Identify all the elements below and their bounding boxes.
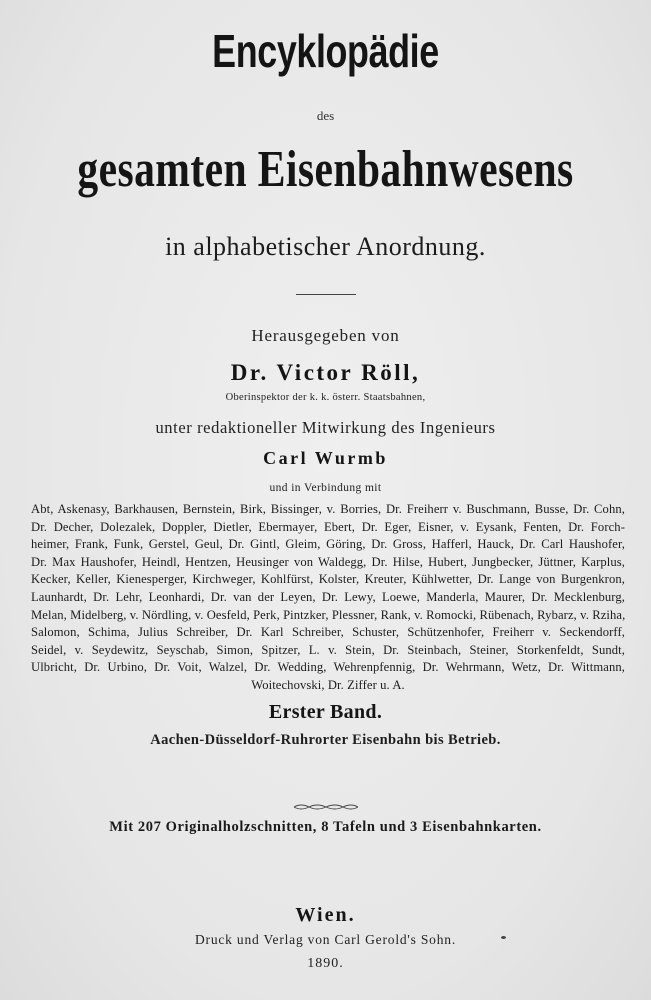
title-continuation: gesamten Eisenbahnwesens: [77, 141, 574, 198]
illustrations-note: Mit 207 Originalholzschnitten, 8 Tafeln und 3 Eisenbahnkarten.: [109, 819, 542, 835]
ink-speck: [501, 936, 506, 939]
contributors-line: heimer, Frank, Funk, Gerstel, Geul, Dr. Gintl, Gleim, Göring, Dr. Gross, Hafferl, Hauck, Dr. Carl Haushofer,: [31, 537, 625, 552]
association-label: und in Verbindung mit: [269, 482, 382, 494]
contributors-line: Launhardt, Dr. Lehr, Leonhardi, Dr. van der Leyen, Dr. Lewy, Loewe, Manderla, Maurer, Dr. Mecklenburg,: [31, 589, 625, 604]
contributors-line: Abt, Askenasy, Barkhausen, Bernstein, Birk, Bissinger, v. Borries, Dr. Freiherr v. Buschmann, Busse, Dr. Cohn,: [31, 502, 625, 516]
editor-name: Dr. Victor Röll,: [230, 360, 421, 385]
main-title: Encyklopädie: [212, 25, 439, 77]
collaborator-name: Carl Wurmb: [263, 448, 388, 468]
ornamental-rule: [292, 803, 360, 811]
contributors-line: Ulbricht, Dr. Urbino, Dr. Voit, Walzel, Dr. Wedding, Wehrenpfennig, Dr. Wehrmann, Wetz, Dr. Wittmann,: [31, 660, 625, 675]
subtitle: in alphabetischer Anordnung.: [165, 232, 486, 261]
publisher-line: Druck und Verlag von Carl Gerold's Sohn.: [194, 932, 457, 947]
contributors-line: Dr. Max Haushofer, Heindl, Hentzen, Heusinger von Waldegg, Dr. Hilse, Hubert, Jungbecker, Jüttner, Karplus,: [31, 554, 625, 569]
contributors-line: Kecker, Keller, Kienesperger, Kirchweger, Kohlfürst, Kolster, Kreuter, Kühlwetter, Dr. Lange von Burgenkron,: [31, 572, 625, 587]
contributors-line: Melan, Midelberg, v. Nördling, v. Oesfeld, Perk, Pintzker, Plessner, Rank, v. Romocki, Rübenach, Rybarz, v. Rziha,: [31, 607, 626, 622]
contributors-line: Seidel, v. Seydewitz, Seyschab, Simon, Spitzer, L. v. Stein, Dr. Steinbach, Steiner, Storkenfeldt, Sundt,: [31, 642, 625, 657]
publication-year: 1890.: [307, 956, 344, 971]
contributors-line: Woitechovski, Dr. Ziffer u. A.: [251, 677, 405, 692]
collaboration-label: unter redaktioneller Mitwirkung des Ingenieurs: [155, 418, 496, 437]
edited-by-label: Herausgegeben von: [251, 326, 400, 345]
volume-range: Aachen-Düsseldorf-Ruhrorter Eisenbahn bis Betrieb.: [150, 732, 501, 748]
contributors-line: Salomon, Schima, Julius Schreiber, Dr. Karl Schreiber, Schuster, Schützenhofer, Freiherr v. Seckendorff,: [31, 625, 625, 640]
volume-label: Erster Band.: [268, 701, 383, 723]
divider-rule: [296, 294, 356, 295]
contributors-list: [31, 501, 625, 695]
contributors-line: Dr. Decher, Dolezalek, Doppler, Dietler, Ebermayer, Ebert, Dr. Eger, Eisner, v. Eysank, Fenten, Dr. Forch-: [31, 519, 625, 534]
title-connector: des: [316, 108, 335, 123]
editor-role: Oberinspektor der k. k. österr. Staatsbahnen,: [225, 392, 426, 403]
publication-city: Wien.: [295, 904, 356, 926]
